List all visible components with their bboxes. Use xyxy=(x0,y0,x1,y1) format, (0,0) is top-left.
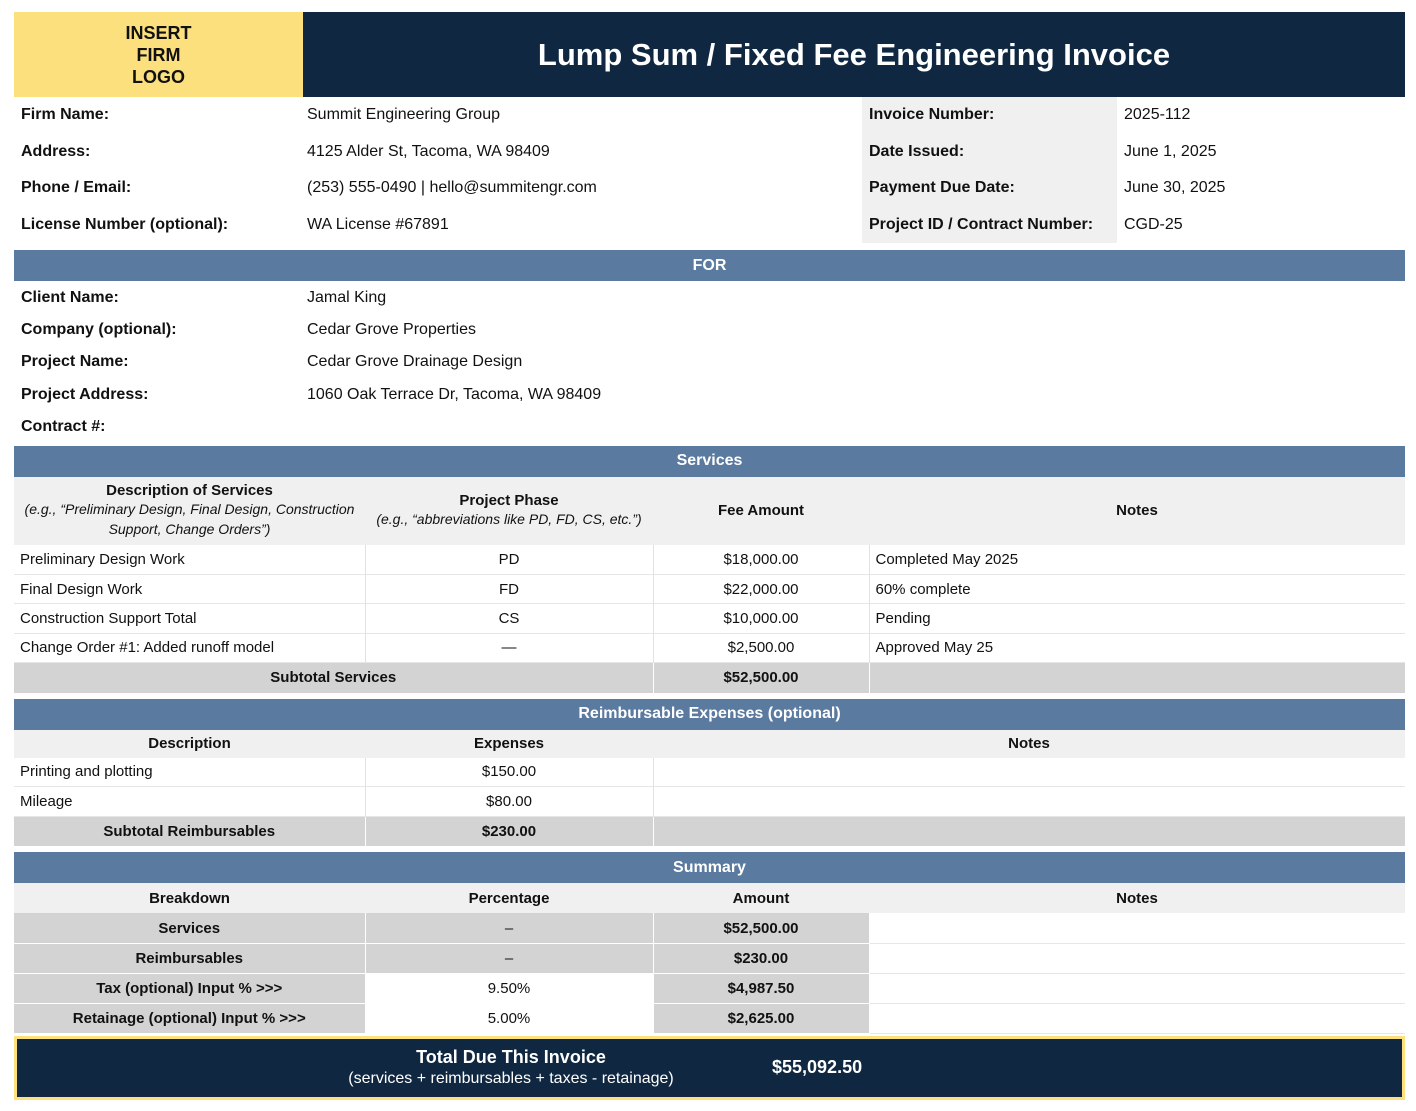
client-row xyxy=(14,282,1405,314)
table-row xyxy=(14,604,1405,633)
total-due-bar xyxy=(14,1036,1405,1100)
summary-table xyxy=(14,883,1405,1034)
invoice-row xyxy=(862,97,1405,134)
reimbursables-section-header: Reimbursable Expenses (optional) xyxy=(14,699,1405,730)
firm-value[interactable]: WA License #67891 xyxy=(307,215,449,233)
for-section-header: FOR xyxy=(14,250,1405,281)
services-subtotal-value: $52,500.00 xyxy=(653,663,869,693)
firm-label: Firm Name: xyxy=(21,106,110,124)
total-due-amount: $55,092.50 xyxy=(772,1057,863,1078)
reimb-subtotal-value: $230.00 xyxy=(365,816,653,846)
total-due-label: Total Due This Invoice xyxy=(416,1047,606,1068)
service-notes[interactable]: Approved May 25 xyxy=(869,633,1405,662)
services-header-row xyxy=(14,477,1405,545)
firm-label: Address: xyxy=(21,142,91,160)
percentage-header: Percentage xyxy=(365,883,653,913)
reimbursables-subtotal-row xyxy=(14,816,1405,846)
service-notes[interactable]: Completed May 2025 xyxy=(869,545,1405,574)
firm-row xyxy=(14,170,862,207)
service-notes[interactable]: 60% complete xyxy=(869,574,1405,603)
reimb-description[interactable]: Printing and plotting xyxy=(14,758,365,787)
summary-breakdown: Retainage (optional) Input % >>> xyxy=(14,1003,365,1033)
invoice-header xyxy=(14,12,1405,97)
client-row xyxy=(14,411,1405,443)
service-description[interactable]: Change Order #1: Added runoff model xyxy=(14,633,365,662)
client-label: Project Name: xyxy=(21,353,129,371)
summary-amount: $4,987.50 xyxy=(653,973,869,1003)
summary-notes[interactable] xyxy=(869,913,1405,943)
summary-amount: $230.00 xyxy=(653,943,869,973)
phase-header-hint: (e.g., “abbreviations like PD, FD, CS, etc.”) xyxy=(376,511,642,528)
description-header-hint: (e.g., “Preliminary Design, Final Design, Construction Support, Change Orders”) xyxy=(24,501,355,538)
total-due-sublabel: (services + reimbursables + taxes - retainage) xyxy=(348,1070,674,1088)
service-description[interactable]: Preliminary Design Work xyxy=(14,545,365,574)
client-row xyxy=(14,346,1405,378)
summary-row xyxy=(14,1003,1405,1033)
summary-row xyxy=(14,973,1405,1003)
service-fee[interactable]: $2,500.00 xyxy=(653,633,869,662)
breakdown-header: Breakdown xyxy=(14,883,365,913)
phase-header-title: Project Phase xyxy=(459,492,559,510)
service-phase[interactable]: CS xyxy=(365,604,653,633)
firm-label: License Number (optional): xyxy=(21,215,229,233)
summary-section-header: Summary xyxy=(14,852,1405,883)
reimb-subtotal-notes xyxy=(653,816,1405,846)
firm-label: Phone / Email: xyxy=(21,179,132,197)
invoice-details xyxy=(862,97,1405,246)
service-description[interactable]: Final Design Work xyxy=(14,574,365,603)
summary-percentage: – xyxy=(365,943,653,973)
retainage-percentage-input[interactable]: 5.00% xyxy=(365,1003,653,1033)
firm-row xyxy=(14,134,862,171)
service-fee[interactable]: $18,000.00 xyxy=(653,545,869,574)
reimb-description[interactable]: Mileage xyxy=(14,787,365,816)
table-row xyxy=(14,545,1405,574)
reimb-notes[interactable] xyxy=(653,758,1405,787)
service-description[interactable]: Construction Support Total xyxy=(14,604,365,633)
table-row xyxy=(14,633,1405,662)
services-subtotal-notes xyxy=(869,663,1405,693)
client-label: Client Name: xyxy=(21,289,119,307)
invoice-value[interactable]: June 30, 2025 xyxy=(1124,179,1226,197)
summary-header-row xyxy=(14,883,1405,913)
reimbursables-header-row xyxy=(14,730,1405,758)
services-section-header: Services xyxy=(14,446,1405,477)
service-notes[interactable]: Pending xyxy=(869,604,1405,633)
invoice-row xyxy=(862,134,1405,171)
summary-notes-header: Notes xyxy=(869,883,1405,913)
invoice-label: Project ID / Contract Number: xyxy=(862,207,1117,244)
service-fee[interactable]: $22,000.00 xyxy=(653,574,869,603)
client-label: Contract #: xyxy=(21,417,106,435)
client-label: Project Address: xyxy=(21,385,149,403)
client-row xyxy=(14,379,1405,411)
reimb-subtotal-label: Subtotal Reimbursables xyxy=(14,816,365,846)
firm-info-block xyxy=(14,97,1405,246)
summary-breakdown: Reimbursables xyxy=(14,943,365,973)
invoice-label: Date Issued: xyxy=(862,134,1117,171)
client-value[interactable]: Jamal King xyxy=(307,289,387,307)
firm-value[interactable]: (253) 555-0490 | hello@summitengr.com xyxy=(307,179,597,197)
firm-row xyxy=(14,207,862,244)
service-phase[interactable]: PD xyxy=(365,545,653,574)
description-column-header xyxy=(14,477,365,545)
reimb-description-header: Description xyxy=(14,730,365,758)
logo-line: LOGO xyxy=(131,66,185,87)
invoice-label: Invoice Number: xyxy=(862,97,1117,134)
invoice-value[interactable]: June 1, 2025 xyxy=(1124,142,1217,160)
tax-percentage-input[interactable]: 9.50% xyxy=(365,973,653,1003)
table-row xyxy=(14,787,1405,816)
firm-value[interactable]: Summit Engineering Group xyxy=(307,106,500,124)
reimbursables-table xyxy=(14,730,1405,847)
summary-notes[interactable] xyxy=(869,943,1405,973)
phase-column-header xyxy=(365,477,653,545)
summary-percentage: – xyxy=(365,913,653,943)
summary-breakdown: Tax (optional) Input % >>> xyxy=(14,973,365,1003)
client-block xyxy=(14,281,1405,443)
firm-row xyxy=(14,97,862,134)
notes-column-header: Notes xyxy=(869,477,1405,545)
invoice-page xyxy=(14,12,1405,1100)
summary-notes[interactable] xyxy=(869,973,1405,1003)
reimb-expense[interactable]: $150.00 xyxy=(365,758,653,787)
services-table xyxy=(14,477,1405,693)
table-row xyxy=(14,758,1405,787)
invoice-row xyxy=(862,207,1405,244)
service-phase[interactable]: — xyxy=(365,633,653,662)
summary-row xyxy=(14,943,1405,973)
summary-breakdown: Services xyxy=(14,913,365,943)
summary-notes[interactable] xyxy=(869,1003,1405,1033)
summary-amount: $2,625.00 xyxy=(653,1003,869,1033)
firm-details xyxy=(14,97,862,246)
logo-line: INSERT xyxy=(125,22,192,43)
service-fee[interactable]: $10,000.00 xyxy=(653,604,869,633)
summary-row xyxy=(14,913,1405,943)
client-value[interactable]: 1060 Oak Terrace Dr, Tacoma, WA 98409 xyxy=(307,385,602,403)
service-phase[interactable]: FD xyxy=(365,574,653,603)
table-row xyxy=(14,574,1405,603)
client-label: Company (optional): xyxy=(21,321,177,339)
client-row xyxy=(14,314,1405,346)
reimb-notes-header: Notes xyxy=(653,730,1405,758)
invoice-value[interactable]: CGD-25 xyxy=(1124,215,1183,233)
invoice-value[interactable]: 2025-112 xyxy=(1124,106,1191,124)
reimb-notes[interactable] xyxy=(653,787,1405,816)
invoice-label: Payment Due Date: xyxy=(862,170,1117,207)
firm-logo-placeholder[interactable] xyxy=(14,12,303,97)
logo-line: FIRM xyxy=(136,44,181,65)
services-subtotal-row xyxy=(14,663,1405,693)
invoice-title: Lump Sum / Fixed Fee Engineering Invoice xyxy=(303,12,1405,97)
client-value[interactable]: Cedar Grove Properties xyxy=(307,321,476,339)
services-subtotal-label: Subtotal Services xyxy=(14,663,653,693)
invoice-row xyxy=(862,170,1405,207)
firm-value[interactable]: 4125 Alder St, Tacoma, WA 98409 xyxy=(307,142,550,160)
reimb-expense[interactable]: $80.00 xyxy=(365,787,653,816)
client-value[interactable]: Cedar Grove Drainage Design xyxy=(307,353,523,371)
description-header-title: Description of Services xyxy=(106,482,273,500)
reimb-expenses-header: Expenses xyxy=(365,730,653,758)
fee-column-header: Fee Amount xyxy=(653,477,869,545)
amount-header: Amount xyxy=(653,883,869,913)
summary-amount: $52,500.00 xyxy=(653,913,869,943)
